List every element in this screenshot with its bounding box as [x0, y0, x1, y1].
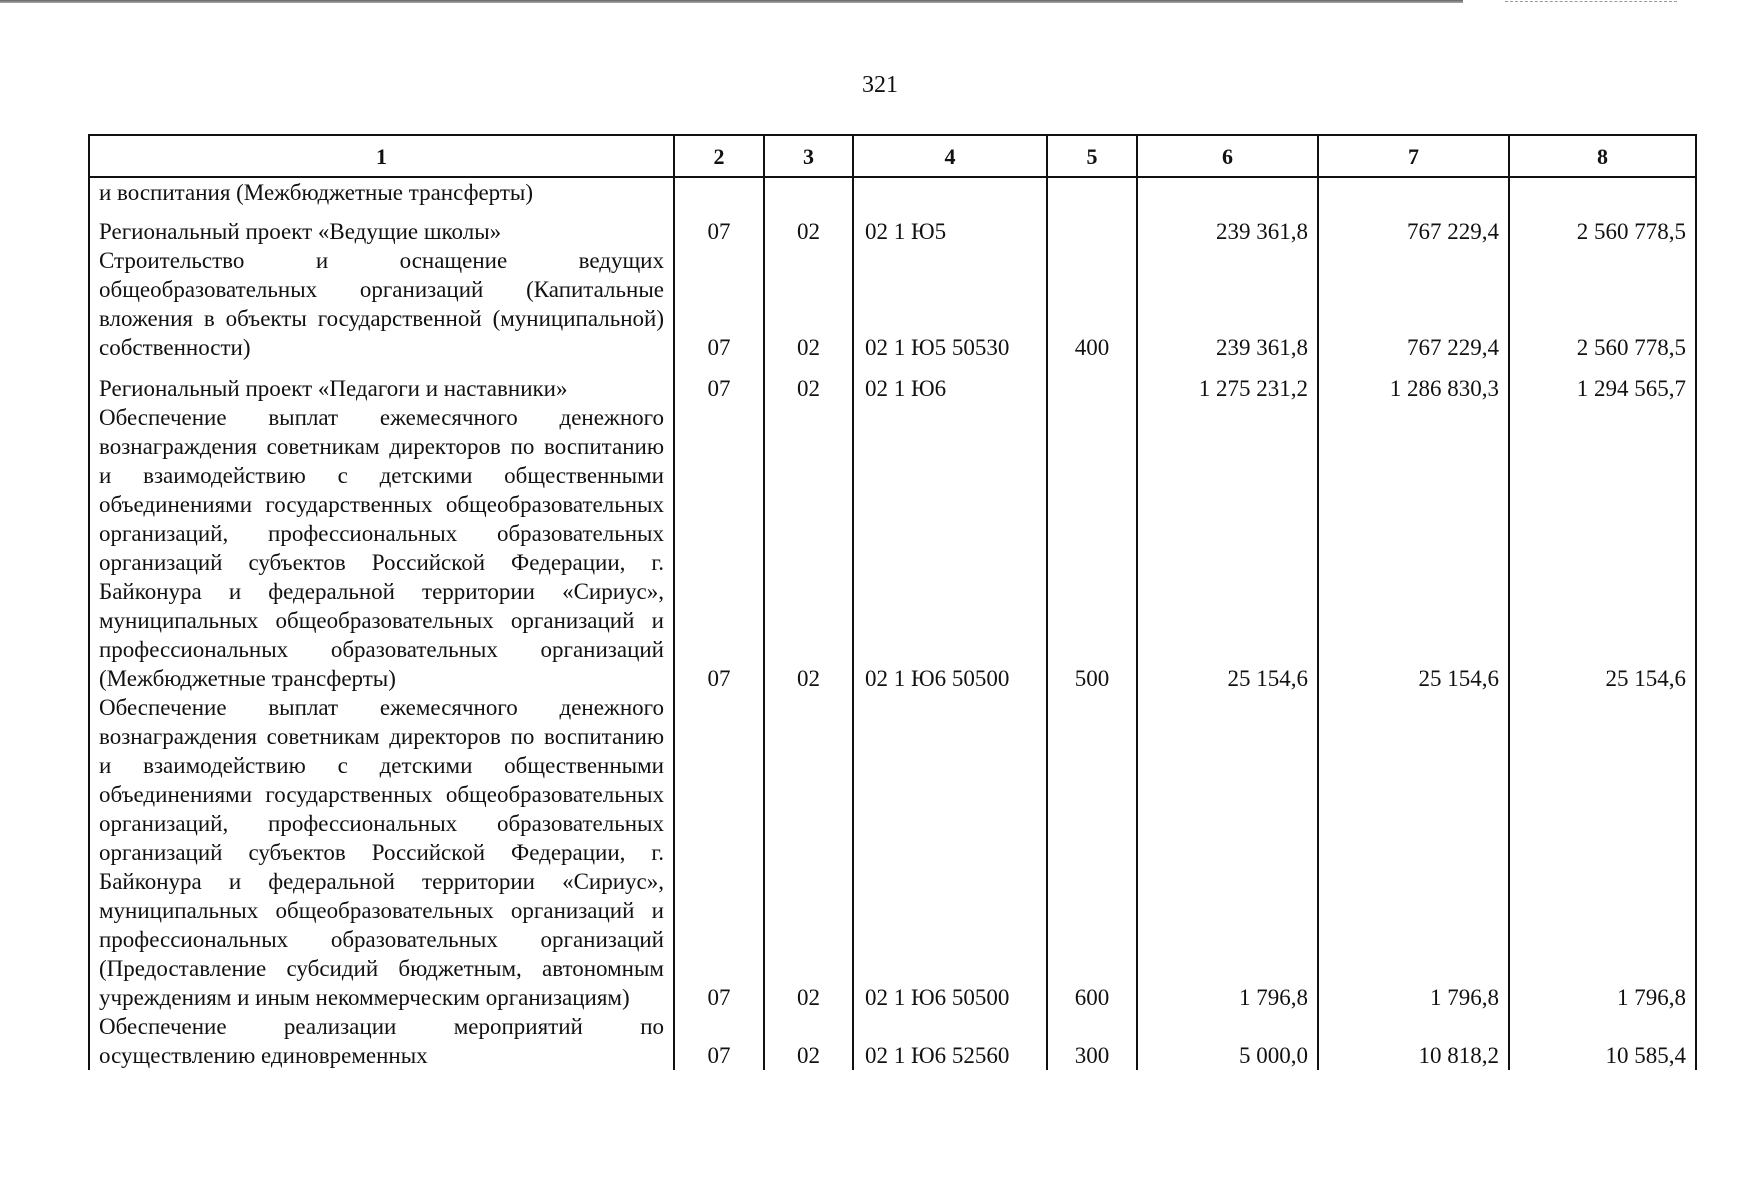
- header-col-1: 1: [89, 135, 674, 177]
- row-value-col8: 25 154,6: [1509, 403, 1696, 693]
- header-col-7: 7: [1318, 135, 1509, 177]
- row-value-col7: 767 229,4: [1318, 246, 1509, 362]
- row-value-col7: 25 154,6: [1318, 403, 1509, 693]
- row-name: Региональный проект «Ведущие школы»: [89, 207, 674, 246]
- row-target-article: 02 1 Ю6 52560: [853, 1012, 1047, 1070]
- row-value-col8: 2 560 778,5: [1509, 246, 1696, 362]
- header-col-6: 6: [1137, 135, 1318, 177]
- row-name: и воспитания (Межбюджетные трансферты): [89, 177, 674, 207]
- header-col-3: 3: [764, 135, 853, 177]
- row-value-col7: 767 229,4: [1318, 207, 1509, 246]
- row-value-col8: 2 560 778,5: [1509, 207, 1696, 246]
- header-col-5: 5: [1047, 135, 1137, 177]
- row-target-article: 02 1 Ю6 50500: [853, 693, 1047, 1012]
- row-subsection: [764, 177, 853, 207]
- row-subsection: 02: [764, 246, 853, 362]
- row-value-col6: 25 154,6: [1137, 403, 1318, 693]
- row-expense-type: 600: [1047, 693, 1137, 1012]
- row-value-col6: 239 361,8: [1137, 246, 1318, 362]
- row-value-col7: [1318, 177, 1509, 207]
- row-value-col6: 1 275 231,2: [1137, 362, 1318, 403]
- row-value-col7: 1 796,8: [1318, 693, 1509, 1012]
- row-value-col8: 1 796,8: [1509, 693, 1696, 1012]
- row-subsection: 02: [764, 1012, 853, 1070]
- budget-table: [88, 134, 1697, 1070]
- row-expense-type: [1047, 177, 1137, 207]
- row-target-article: 02 1 Ю5 50530: [853, 246, 1047, 362]
- header-col-8: 8: [1509, 135, 1696, 177]
- row-value-col6: [1137, 177, 1318, 207]
- row-value-col7: 1 286 830,3: [1318, 362, 1509, 403]
- row-value-col6: 1 796,8: [1137, 693, 1318, 1012]
- row-subsection: 02: [764, 403, 853, 693]
- top-scan-rule-dashed: [1505, 1, 1677, 3]
- row-subsection: 02: [764, 693, 853, 1012]
- row-name: Обеспечение выплат ежемесячного денежного вознаграждения советникам директоров по воспитанию и взаимодействию с детскими общественными объединениями государственных общеобразовательных организаций, профессиональных образовательных организаций субъектов Российской Федерации, г. Байконура и федеральной территории «Сириус», муниципальных общеобразовательных организаций и профессиональных образовательных организаций (Межбюджетные трансферты): [89, 403, 674, 693]
- row-section: 07: [674, 693, 764, 1012]
- row-name: Строительство и оснащение ведущих общеобразовательных организаций (Капитальные вложения в объекты государственной (муниципальной) собственности): [89, 246, 674, 362]
- row-value-col6: 239 361,8: [1137, 207, 1318, 246]
- row-expense-type: [1047, 207, 1137, 246]
- row-subsection: 02: [764, 207, 853, 246]
- header-col-4: 4: [853, 135, 1047, 177]
- row-value-col8: 10 585,4: [1509, 1012, 1696, 1070]
- table-row: [89, 693, 1696, 1012]
- row-value-col8: 1 294 565,7: [1509, 362, 1696, 403]
- row-section: 07: [674, 207, 764, 246]
- table-row: [89, 1012, 1696, 1070]
- row-target-article: 02 1 Ю6 50500: [853, 403, 1047, 693]
- row-name: Обеспечение выплат ежемесячного денежного вознаграждения советникам директоров по воспитанию и взаимодействию с детскими общественными объединениями государственных общеобразовательных организаций, профессиональных образовательных организаций субъектов Российской Федерации, г. Байконура и федеральной территории «Сириус», муниципальных общеобразовательных организаций и профессиональных образовательных организаций (Предоставление субсидий бюджетным, автономным учреждениям и иным некоммерческим организациям): [89, 693, 674, 1012]
- row-target-article: 02 1 Ю6: [853, 362, 1047, 403]
- table-header-row: [89, 135, 1696, 177]
- row-value-col6: 5 000,0: [1137, 1012, 1318, 1070]
- table-row: [89, 207, 1696, 246]
- table-row: [89, 362, 1696, 403]
- row-section: [674, 177, 764, 207]
- row-name: Обеспечение реализации мероприятий по осуществлению единовременных: [89, 1012, 674, 1070]
- top-scan-rule: [0, 0, 1463, 3]
- row-section: 07: [674, 403, 764, 693]
- row-target-article: 02 1 Ю5: [853, 207, 1047, 246]
- row-target-article: [853, 177, 1047, 207]
- row-expense-type: 400: [1047, 246, 1137, 362]
- row-expense-type: [1047, 362, 1137, 403]
- row-value-col7: 10 818,2: [1318, 1012, 1509, 1070]
- table-row: [89, 177, 1696, 207]
- row-name: Региональный проект «Педагоги и наставники»: [89, 362, 674, 403]
- row-value-col8: [1509, 177, 1696, 207]
- page-number: 321: [862, 72, 898, 98]
- table-row: [89, 403, 1696, 693]
- row-section: 07: [674, 246, 764, 362]
- row-expense-type: 500: [1047, 403, 1137, 693]
- row-section: 07: [674, 362, 764, 403]
- header-col-2: 2: [674, 135, 764, 177]
- table-row: [89, 246, 1696, 362]
- row-section: 07: [674, 1012, 764, 1070]
- row-expense-type: 300: [1047, 1012, 1137, 1070]
- row-subsection: 02: [764, 362, 853, 403]
